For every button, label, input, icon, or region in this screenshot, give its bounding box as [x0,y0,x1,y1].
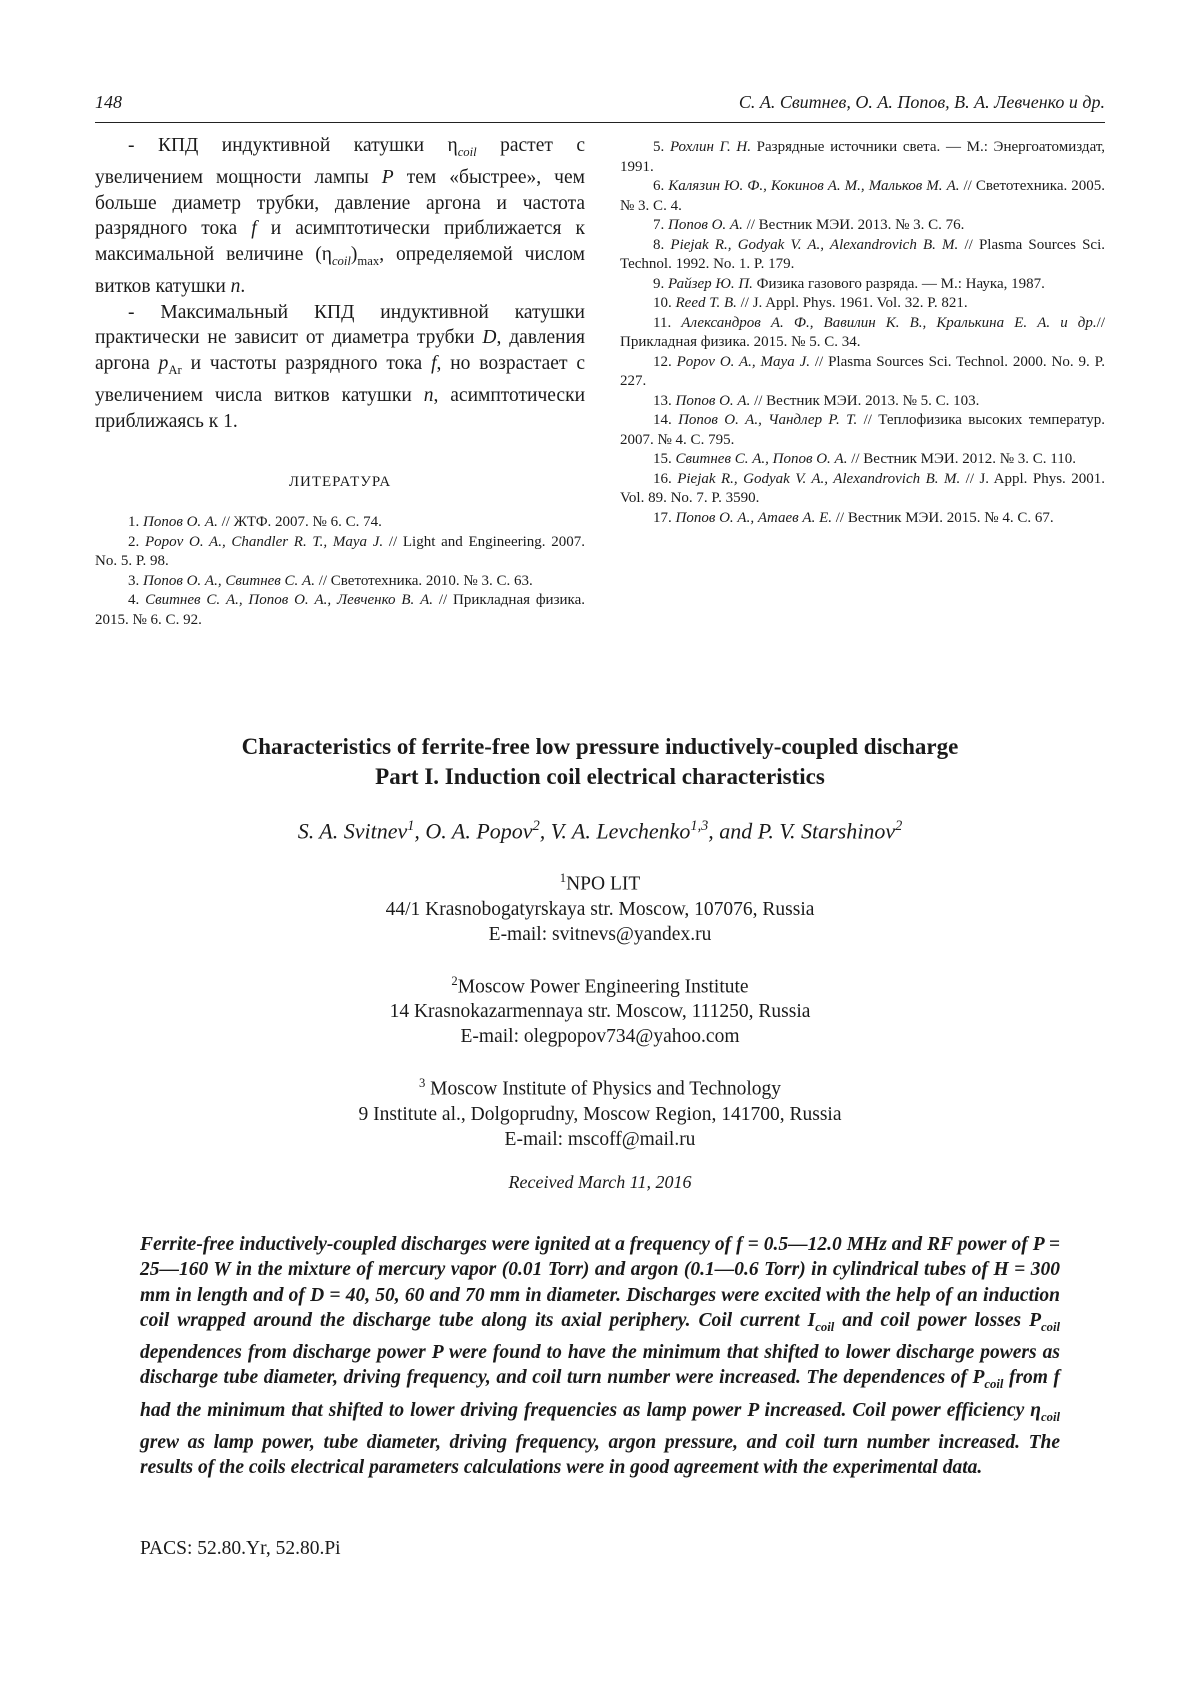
author-name: O. A. Popov [425,818,533,844]
affiliation-name: $^3$ Moscow Institute of Physics and Technology [418,1076,782,1100]
reference-item: 14. Попов О. А., Чандлер Р. Т. // Теплофизика высоких температур. 2007. № 4. С. 795. [620,412,1105,448]
affiliation-email: E-mail: mscoff@mail.ru [504,1128,696,1150]
article-subtitle: Part I. Induction coil electrical characteristics [375,764,825,789]
left-column [95,133,585,630]
reference-item: 2. Popov O. A., Chandler R. T., Maya J. // Light and Engineering. 2007. No. 5. P. 98. [95,533,585,570]
references-heading: ЛИТЕРАТУРА [288,474,392,491]
reference-item: 12. Popov O. A., Maya J. // Plasma Sources Sci. Technol. 2000. No. 9. P. 227. [620,353,1106,389]
affiliation-name: $^1$NPO LIT [559,871,641,895]
article-title-block [95,732,1105,1193]
reference-item: 5. Рохлин Г. Н. Разрядные источники света. — М.: Энергоатомиздат, 1991. [620,139,1106,175]
affiliation-email: E-mail: olegpopov734@yahoo.com [460,1026,740,1048]
affiliation [95,969,1105,1050]
reference-item: 3. Попов О. А., Свитнев С. А. // Светотехника. 2010. № 3. С. 63. [128,572,533,589]
author-list: S. A. Svitnev$^1$, O. A. Popov$^2$, V. A. Levchenko$^{1,3}$, and P. V. Starshinov$^2$ [297,818,903,844]
header-rule [95,122,1105,123]
conclusion-bullet-1: - КПД индуктивной катушки $\eta_{coil}$ растет с увеличением мощности лампы P тем «быстрее», чем больше диаметр трубки, давление аргона и частота разрядного тока f и асимптотически приближается к максимальной величине $(\eta_{coil})_{max}$, определяемой числом витков катушки n. [95,135,585,298]
affiliation-address: 14 Krasnokazarmennaya str. Moscow, 111250, Russia [389,1001,811,1023]
reference-item: 8. Piejak R., Godyak V. A., Alexandrovich B. M. // Plasma Sources Sci. Technol. 1992. No. 1. P. 179. [620,236,1105,272]
affiliation [95,866,1105,947]
reference-item: 4. Свитнев С. А., Попов О. А., Левченко В. А. // Прикладная физика. 2015. № 6. С. 92. [95,592,586,628]
reference-item: 11. Александров А. Ф., Вавилин К. В., Кралькина Е. А. и др.// Прикладная физика. 2015. № 5. С. 34. [620,314,1105,350]
affiliation-address: 44/1 Krasnobogatyrskaya str. Moscow, 107076, Russia [385,898,815,920]
abstract: Ferrite-free inductively-coupled discharges were ignited at a frequency of f = 0.5—12.0 MHz and RF power of P = 25—160 W in the mixture of mercury vapor (0.01 Torr) and argon (0.1—0.6 Torr) in cylindrical tubes of H = 300 mm in length and of D = 40, 50, 60 and 70 mm in diameter. Discharges were excited with the help of an induction coil wrapped around the discharge tube along its axial periphery. Coil current $I_{coil}$ and coil power losses $P_{coil}$ dependences from discharge power P were found to have the minimum that shifted to lower discharge powers as discharge tube diameter, driving frequency, and coil turn number were increased. The dependences of $P_{coil}$ from f had the minimum that shifted to lower driving frequencies as lamp power P increased. Coil power efficiency $\eta_{coil}$ grew as lamp power, tube diameter, driving frequency, argon pressure, and coil turn number increased. The results of the coils electrical parameters calculations were in good agreement with the experimental data. [140,1234,1060,1479]
author-name: V. A. Levchenko [550,818,691,844]
reference-item: 13. Попов О. А. // Вестник МЭИ. 2013. № 5. С. 103. [653,392,980,409]
author-name: P. V. Starshinov [757,818,896,844]
affiliation-address: 9 Institute al., Dolgoprudny, Moscow Region, 141700, Russia [358,1103,842,1125]
reference-item: 7. Попов О. А. // Вестник МЭИ. 2013. № 3. С. 76. [653,217,965,233]
affiliation-email: E-mail: svitnevs@yandex.ru [488,923,712,945]
reference-item: 16. Piejak R., Godyak V. A., Alexandrovich B. M. // J. Appl. Phys. 2001. Vol. 89. No. 7. P. 3590. [620,470,1106,506]
right-column [620,138,1105,528]
reference-item: 10. Reed T. B. // J. Appl. Phys. 1961. Vol. 32. P. 821. [653,295,968,311]
affiliation [95,1071,1105,1152]
reference-item: 1. Попов О. А. // ЖТФ. 2007. № 6. С. 74. [128,514,382,531]
conclusion-bullet-2: - Максимальный КПД индуктивной катушки практически не зависит от диаметра трубки D, давления аргона $p_{Ar}$ и частоты разрядного тока f, но возрастает с увеличением числа витков катушки n, асимптотически приближаясь к 1. [95,301,586,432]
reference-item: 9. Райзер Ю. П. Физика газового разряда. — М.: Наука, 1987. [653,275,1045,292]
running-head: С. А. Свитнев, О. А. Попов, В. А. Левченко и др. [738,92,1105,112]
reference-item: 6. Калязин Ю. Ф., Кокинов А. М., Мальков М. А. // Светотехника. 2005. № 3. С. 4. [620,178,1105,214]
pacs-codes: PACS: 52.80.Yr, 52.80.Pi [140,1538,341,1559]
article-title: Characteristics of ferrite-free low pressure inductively-coupled discharge [241,734,959,759]
affiliation-name: $^2$Moscow Power Engineering Institute [451,973,749,998]
page-number: 148 [95,92,122,112]
reference-item: 15. Свитнев С. А., Попов О. А. // Вестник МЭИ. 2012. № 3. С. 110. [653,451,1076,467]
reference-item: 17. Попов О. А., Атаев А. Е. // Вестник МЭИ. 2015. № 4. С. 67. [653,509,1054,526]
received-date: Received March 11, 2016 [508,1171,692,1192]
author-name: S. A. Svitnev [297,818,408,844]
